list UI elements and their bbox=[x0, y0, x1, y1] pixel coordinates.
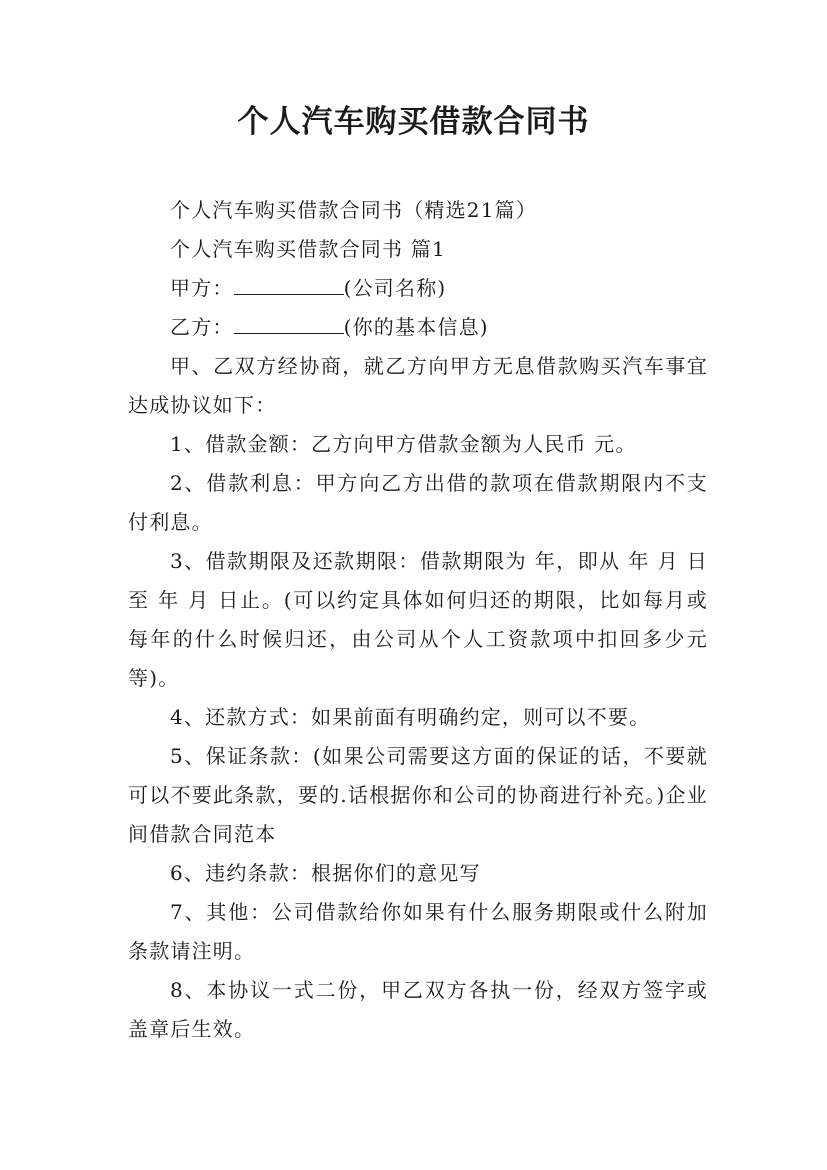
document-subtitle: 个人汽车购买借款合同书（精选21篇） bbox=[170, 198, 538, 222]
party-a-blank bbox=[234, 274, 344, 295]
clause-7: 7、其他：公司借款给你如果有什么服务期限或什么附加条款请注明。 bbox=[128, 900, 708, 963]
party-b-note: (你的基本信息) bbox=[343, 315, 489, 339]
party-b-line bbox=[128, 308, 708, 347]
document-title: 个人汽车购买借款合同书 bbox=[237, 104, 590, 140]
clause-8: 8、本协议一式二份，甲乙双方各执一份，经双方签字或盖章后生效。 bbox=[128, 978, 708, 1041]
clause-6: 6、违约条款：根据你们的意见写 bbox=[170, 861, 481, 885]
party-a-note: (公司名称) bbox=[343, 276, 447, 300]
section-heading: 个人汽车购买借款合同书 篇1 bbox=[170, 237, 446, 261]
document-body bbox=[128, 191, 708, 1049]
clause-4: 4、还款方式：如果前面有明确约定，则可以不要。 bbox=[170, 705, 651, 729]
clause-3: 3、借款期限及还款期限：借款期限为 年，即从 年 月 日至 年 月 日止。(可以约定具体如何归还的期限，比如每月或每年的什么时候归还，由公司从个人工资款项中扣回多少元等)。 bbox=[128, 549, 708, 690]
clause-2: 2、借款利息：甲方向乙方出借的款项在借款期限内不支付利息。 bbox=[128, 471, 708, 534]
clause-1: 1、借款金额：乙方向甲方借款金额为人民币 元。 bbox=[170, 432, 637, 456]
party-b-label: 乙方： bbox=[170, 315, 234, 339]
clause-5: 5、保证条款：(如果公司需要这方面的保证的话，不要就可以不要此条款，要的.话根据你和公司的协商进行补充。)企业间借款合同范本 bbox=[128, 744, 708, 846]
intro-paragraph: 甲、乙双方经协商，就乙方向甲方无息借款购买汽车事宜达成协议如下： bbox=[128, 354, 708, 417]
party-a-label: 甲方： bbox=[170, 276, 234, 300]
party-b-blank bbox=[234, 313, 344, 334]
party-a-line bbox=[128, 269, 708, 308]
